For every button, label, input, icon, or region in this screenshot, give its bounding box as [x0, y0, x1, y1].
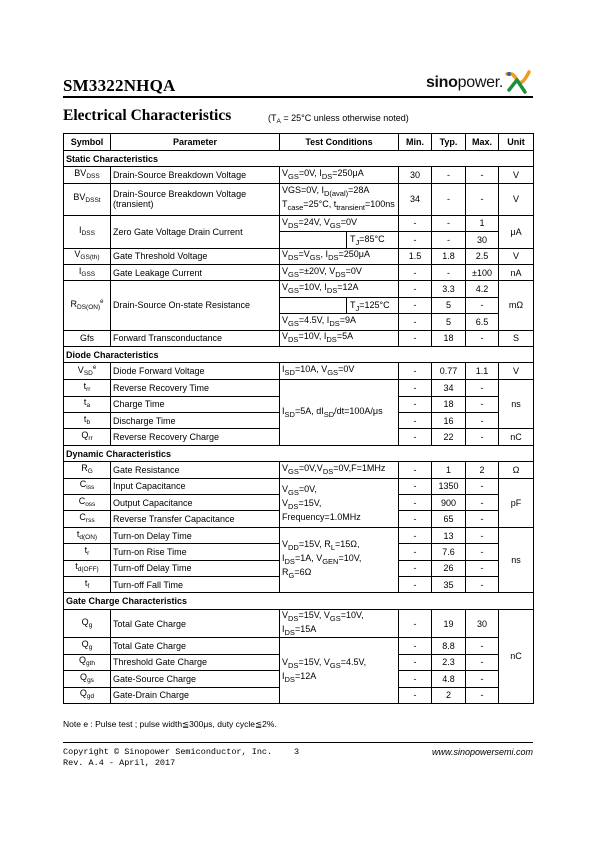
- typ-cell: -: [432, 183, 466, 215]
- max-cell: -: [466, 297, 499, 313]
- unit-cell: mΩ: [499, 281, 534, 330]
- conditions-cell: $I_{SD}=5A$, $dI_{SD}/dt=100A/\mu s$: [280, 380, 399, 446]
- symbol-cell: [64, 462, 111, 478]
- header-parameter: Parameter: [111, 134, 280, 151]
- typ-cell: 1: [432, 462, 466, 478]
- cond-rest: = 25°C unless otherwise noted): [280, 113, 409, 123]
- page-number: 3: [294, 747, 300, 757]
- symbol-cell: [64, 215, 111, 248]
- symbol-text: t: [76, 528, 80, 539]
- symbol-sup: e: [92, 365, 97, 372]
- logo-dot: .: [498, 74, 503, 91]
- max-cell: -: [466, 167, 499, 183]
- conditions-cell: $V_{DS}=V_{GS}$, $I_{DS}=250\mu A$: [280, 248, 399, 264]
- typ-cell: 35: [432, 576, 466, 592]
- symbol-sub: gth: [85, 660, 96, 668]
- symbol-sub: GS(th): [80, 254, 100, 262]
- symbol-sub: a: [86, 402, 91, 410]
- unit-cell: μA: [499, 215, 534, 248]
- symbol-cell: [64, 576, 111, 592]
- max-cell: -: [466, 380, 499, 396]
- parameter-cell: Diode Forward Voltage: [111, 363, 280, 380]
- conditions-cell: $V_{GS}=0V$, $I_{DS}=250\mu A$: [280, 167, 399, 183]
- max-cell: 2: [466, 462, 499, 478]
- header-conditions: Test Conditions: [280, 134, 399, 151]
- header-min: Min.: [399, 134, 432, 151]
- symbol-cell: [64, 183, 111, 215]
- max-cell: -: [466, 183, 499, 215]
- symbol-sub: d(OFF): [77, 566, 99, 574]
- min-cell: -: [399, 264, 432, 280]
- symbol-text: C: [78, 495, 86, 506]
- parameter-cell: Turn-off Fall Time: [111, 576, 280, 592]
- parameter-cell: Zero Gate Voltage Drain Current: [111, 215, 280, 248]
- symbol-text: t: [84, 577, 88, 588]
- typ-cell: 5: [432, 314, 466, 330]
- table-row: [64, 638, 534, 654]
- symbol-cell: [64, 560, 111, 576]
- conditions-cell: $V_{DS}=10V$, $I_{DS}=5A$: [280, 330, 399, 346]
- parameter-cell: Gate Resistance: [111, 462, 280, 478]
- conditions-cell: $V_{DS}=24V$, $V_{GS}=0V$: [280, 215, 399, 231]
- typ-cell: 0.77: [432, 363, 466, 380]
- section-label: Static Characteristics: [64, 151, 534, 167]
- parameter-cell: Drain-Source Breakdown Voltage: [111, 167, 280, 183]
- symbol-sub: DSS: [81, 229, 95, 237]
- section-row: [64, 346, 534, 362]
- typ-cell: 13: [432, 527, 466, 543]
- symbol-cell: [64, 167, 111, 183]
- min-cell: -: [399, 330, 432, 346]
- symbol-sub: b: [86, 418, 91, 426]
- conditions-cell: $V_{DS}=15V$, $V_{GS}=4.5V$, $I_{DS}=12A$: [280, 638, 399, 704]
- typ-cell: 19: [432, 609, 466, 638]
- website-link[interactable]: www.sinopowersemi.com: [431, 747, 533, 757]
- parameter-cell: Gate-Drain Charge: [111, 687, 280, 703]
- min-cell: -: [399, 232, 432, 248]
- conditions-cell: $V_{GS}=4.5V$, $I_{DS}=9A$: [280, 314, 399, 330]
- symbol-cell: [64, 671, 111, 687]
- symbol-text: Q: [81, 616, 89, 627]
- min-cell: -: [399, 429, 432, 445]
- symbol-text: C: [79, 512, 86, 523]
- max-cell: -: [466, 638, 499, 654]
- header-unit: Unit: [499, 134, 534, 151]
- parameter-cell: Turn-on Rise Time: [111, 544, 280, 560]
- max-cell: 30: [466, 609, 499, 638]
- max-cell: 30: [466, 232, 499, 248]
- min-cell: -: [399, 495, 432, 511]
- parameter-cell: Drain-Source On-state Resistance: [111, 281, 280, 330]
- min-cell: -: [399, 215, 432, 231]
- symbol-sub: SD: [83, 370, 93, 378]
- symbol-cell: [64, 281, 111, 330]
- symbol-cell: [64, 248, 111, 264]
- typ-cell: -: [432, 167, 466, 183]
- symbol-cell: [64, 511, 111, 527]
- symbol-text: t: [83, 413, 87, 424]
- conditions-cell: [280, 232, 399, 248]
- symbol-text: Q: [81, 639, 89, 650]
- min-cell: -: [399, 396, 432, 412]
- section-label: Gate Charge Characteristics: [64, 593, 534, 609]
- symbol-text: t: [84, 544, 88, 555]
- sinopower-logo: [393, 66, 533, 96]
- parameter-cell: Forward Transconductance: [111, 330, 280, 346]
- max-cell: -: [466, 330, 499, 346]
- cond-sub: A: [276, 118, 281, 125]
- max-cell: -: [466, 495, 499, 511]
- min-cell: -: [399, 297, 432, 313]
- max-cell: -: [466, 527, 499, 543]
- parameter-cell: Output Capacitance: [111, 495, 280, 511]
- max-cell: 1.1: [466, 363, 499, 380]
- typ-cell: 5: [432, 297, 466, 313]
- parameter-cell: Gate Threshold Voltage: [111, 248, 280, 264]
- footer-rule: [63, 742, 533, 743]
- logo-wordmark: [426, 74, 503, 92]
- electrical-characteristics-table: [63, 133, 534, 704]
- table-header-row: [64, 134, 534, 151]
- symbol-text: BV: [74, 168, 87, 179]
- symbol-sub: f: [87, 582, 90, 590]
- max-cell: -: [466, 511, 499, 527]
- symbol-sub: iss: [86, 484, 95, 492]
- symbol-text: I: [79, 224, 82, 235]
- max-cell: ±100: [466, 264, 499, 280]
- logo-word-bold: sino: [425, 74, 458, 91]
- max-cell: -: [466, 687, 499, 703]
- symbol-cell: [64, 413, 111, 429]
- parameter-cell: Total Gate Charge: [111, 638, 280, 654]
- conditions-cell: $V_{DS}=15V$, $V_{GS}=10V$, $I_{DS}=15A$: [280, 609, 399, 638]
- section-row: [64, 593, 534, 609]
- table-row: [64, 478, 534, 494]
- symbol-cell: [64, 363, 111, 380]
- unit-cell: V: [499, 183, 534, 215]
- conditions-cell: [280, 297, 399, 313]
- max-cell: -: [466, 576, 499, 592]
- parameter-cell: Reverse Transfer Capacitance: [111, 511, 280, 527]
- typ-cell: 22: [432, 429, 466, 445]
- symbol-sub: rr: [88, 435, 93, 443]
- parameter-cell: Drain-Source Breakdown Voltage (transient): [111, 183, 280, 215]
- conditions-cell: $V_{DD}=15V$, $R_L=15\Omega$, $I_{DS}=1A$, $V_{GEN}=10V$, $R_G=6\Omega$: [280, 527, 399, 593]
- symbol-cell: Gfs: [64, 330, 111, 346]
- table-row: [64, 183, 534, 215]
- max-cell: -: [466, 560, 499, 576]
- max-cell: -: [466, 671, 499, 687]
- unit-cell: nC: [499, 609, 534, 703]
- parameter-cell: Reverse Recovery Charge: [111, 429, 280, 445]
- typ-cell: -: [432, 215, 466, 231]
- symbol-text: R: [70, 299, 78, 310]
- unit-cell: V: [499, 167, 534, 183]
- min-cell: -: [399, 560, 432, 576]
- conditions-cell: $V_{GS}=0V$, $V_{DS}=15V$, Frequency=1.0MHz: [280, 478, 399, 527]
- symbol-text: C: [79, 479, 87, 490]
- conditions-cell: $V_{GS}=0V,V_{DS}=0V,F=1MHz$: [280, 462, 399, 478]
- min-cell: -: [399, 609, 432, 638]
- symbol-cell: [64, 478, 111, 494]
- max-cell: 6.5: [466, 314, 499, 330]
- symbol-sub: DSSt: [85, 197, 101, 205]
- table-row: [64, 330, 534, 346]
- part-number: SM3322NHQA: [63, 76, 176, 95]
- symbol-text: Q: [80, 671, 88, 682]
- unit-cell: nC: [499, 429, 534, 445]
- min-cell: -: [399, 576, 432, 592]
- table-row: [64, 380, 534, 396]
- parameter-cell: Charge Time: [111, 396, 280, 412]
- min-cell: -: [399, 281, 432, 297]
- typ-cell: 7.6: [432, 544, 466, 560]
- symbol-sub: g: [88, 644, 93, 652]
- max-cell: -: [466, 478, 499, 494]
- typ-cell: 34: [432, 380, 466, 396]
- symbol-sub: g: [88, 621, 93, 629]
- min-cell: -: [399, 671, 432, 687]
- header-typ: Typ.: [432, 134, 466, 151]
- max-cell: 4.2: [466, 281, 499, 297]
- temp-condition: $T_J=125^\circ C$: [346, 298, 398, 313]
- page-header: [63, 72, 533, 96]
- min-cell: -: [399, 462, 432, 478]
- typ-cell: 4.8: [432, 671, 466, 687]
- typ-cell: 1.8: [432, 248, 466, 264]
- unit-cell: Ω: [499, 462, 534, 478]
- max-cell: -: [466, 396, 499, 412]
- typ-cell: 8.8: [432, 638, 466, 654]
- symbol-cell: [64, 495, 111, 511]
- table-row: [64, 527, 534, 543]
- typ-cell: 26: [432, 560, 466, 576]
- header-rule: [63, 96, 533, 98]
- section-label: Diode Characteristics: [64, 346, 534, 362]
- cond-open: (T: [268, 113, 277, 123]
- typ-cell: 18: [432, 396, 466, 412]
- header-max: Max.: [466, 134, 499, 151]
- typ-cell: 1350: [432, 478, 466, 494]
- typ-cell: 3.3: [432, 281, 466, 297]
- parameter-cell: Turn-on Delay Time: [111, 527, 280, 543]
- table-row: [64, 363, 534, 380]
- typ-cell: 65: [432, 511, 466, 527]
- revision-text: Rev. A.4 - April, 2017: [63, 758, 176, 768]
- symbol-text: t: [83, 380, 87, 391]
- typ-cell: 900: [432, 495, 466, 511]
- parameter-cell: Input Capacitance: [111, 478, 280, 494]
- max-cell: 1: [466, 215, 499, 231]
- parameter-cell: Turn-off Delay Time: [111, 560, 280, 576]
- table-row: [64, 281, 534, 297]
- min-cell: -: [399, 527, 432, 543]
- symbol-cell: [64, 654, 111, 670]
- max-cell: -: [466, 429, 499, 445]
- symbol-sub: gs: [87, 676, 94, 684]
- symbol-sub: DSS: [86, 173, 100, 181]
- symbol-text: I: [78, 265, 82, 276]
- symbol-cell: [64, 380, 111, 396]
- min-cell: -: [399, 544, 432, 560]
- min-cell: -: [399, 413, 432, 429]
- parameter-cell: Threshold Gate Charge: [111, 654, 280, 670]
- section-label: Dynamic Characteristics: [64, 445, 534, 461]
- min-cell: -: [399, 478, 432, 494]
- conditions-cell: VGS=0V, $I_{D(aval)}=28A$ $T_{case}=25^\circ C$, $t_{transient}=100ns$: [280, 183, 399, 215]
- max-cell: 2.5: [466, 248, 499, 264]
- symbol-sub: GSS: [81, 270, 96, 278]
- typ-cell: 2: [432, 687, 466, 703]
- symbol-cell: [64, 396, 111, 412]
- symbol-text: V: [74, 249, 81, 260]
- symbol-sub: oss: [85, 500, 96, 508]
- symbol-sup: e: [100, 299, 104, 306]
- parameter-cell: Reverse Recovery Time: [111, 380, 280, 396]
- table-row: [64, 167, 534, 183]
- symbol-text: BV: [73, 192, 86, 203]
- pulse-test-note: Note e : Pulse test ; pulse width≦300μs, duty cycle≦2%.: [63, 719, 277, 729]
- symbol-text: t: [83, 397, 87, 408]
- unit-cell: ns: [499, 380, 534, 429]
- symbol-text: R: [81, 462, 88, 473]
- min-cell: -: [399, 363, 432, 380]
- symbol-cell: [64, 687, 111, 703]
- conditions-cell: $I_{SD}=10A$, $V_{GS}=0V$: [280, 363, 399, 380]
- symbol-text: Q: [78, 655, 86, 666]
- symbol-sub: DS(ON): [77, 304, 101, 312]
- table-row: [64, 609, 534, 638]
- symbol-text: t: [75, 561, 78, 572]
- unit-cell: V: [499, 363, 534, 380]
- symbol-cell: [64, 638, 111, 654]
- symbol-text: Q: [79, 688, 87, 699]
- symbol-text: V: [77, 365, 84, 376]
- max-cell: -: [466, 654, 499, 670]
- min-cell: 1.5: [399, 248, 432, 264]
- table-row: [64, 264, 534, 280]
- symbol-sub: d(ON): [79, 533, 98, 541]
- unit-cell: V: [499, 248, 534, 264]
- min-cell: -: [399, 687, 432, 703]
- typ-cell: -: [432, 264, 466, 280]
- section-title: Electrical Characteristics: [63, 107, 232, 124]
- section-conditions: [268, 113, 409, 125]
- typ-cell: 16: [432, 413, 466, 429]
- section-row: [64, 445, 534, 461]
- max-cell: -: [466, 544, 499, 560]
- unit-cell: nA: [499, 264, 534, 280]
- parameter-cell: Gate-Source Charge: [111, 671, 280, 687]
- symbol-sub: G: [87, 467, 93, 475]
- symbol-cell: [64, 609, 111, 638]
- min-cell: 34: [399, 183, 432, 215]
- symbol-sub: gd: [86, 693, 95, 701]
- symbol-sub: r: [87, 549, 90, 557]
- symbol-cell: [64, 264, 111, 280]
- max-cell: -: [466, 413, 499, 429]
- min-cell: 30: [399, 167, 432, 183]
- temp-condition: $T_J=85^\circ C$: [346, 232, 398, 247]
- copyright-text: Copyright © Sinopower Semiconductor, Inc.: [63, 747, 273, 757]
- unit-cell: ns: [499, 527, 534, 593]
- symbol-cell: [64, 429, 111, 445]
- symbol-text: Q: [81, 430, 89, 441]
- min-cell: -: [399, 654, 432, 670]
- table-row: [64, 215, 534, 231]
- min-cell: -: [399, 511, 432, 527]
- symbol-sub: rss: [85, 517, 95, 525]
- typ-cell: -: [432, 232, 466, 248]
- conditions-cell: $V_{GS}=10V$, $I_{DS}=12A$: [280, 281, 399, 297]
- typ-cell: 18: [432, 330, 466, 346]
- footer-left: [63, 747, 272, 769]
- parameter-cell: Total Gate Charge: [111, 609, 280, 638]
- parameter-cell: Discharge Time: [111, 413, 280, 429]
- typ-cell: 2.3: [432, 654, 466, 670]
- min-cell: -: [399, 380, 432, 396]
- table-row: [64, 462, 534, 478]
- symbol-cell: [64, 544, 111, 560]
- unit-cell: S: [499, 330, 534, 346]
- min-cell: -: [399, 314, 432, 330]
- header-symbol: Symbol: [64, 134, 111, 151]
- logo-word-light: power: [457, 74, 499, 91]
- min-cell: -: [399, 638, 432, 654]
- section-row: [64, 151, 534, 167]
- parameter-cell: Gate Leakage Current: [111, 264, 280, 280]
- symbol-sub: rr: [86, 385, 91, 393]
- conditions-cell: $V_{GS}=\pm 20V$, $V_{DS}=0V$: [280, 264, 399, 280]
- logo-mark-icon: [503, 66, 533, 96]
- symbol-cell: [64, 527, 111, 543]
- unit-cell: pF: [499, 478, 534, 527]
- table-row: [64, 248, 534, 264]
